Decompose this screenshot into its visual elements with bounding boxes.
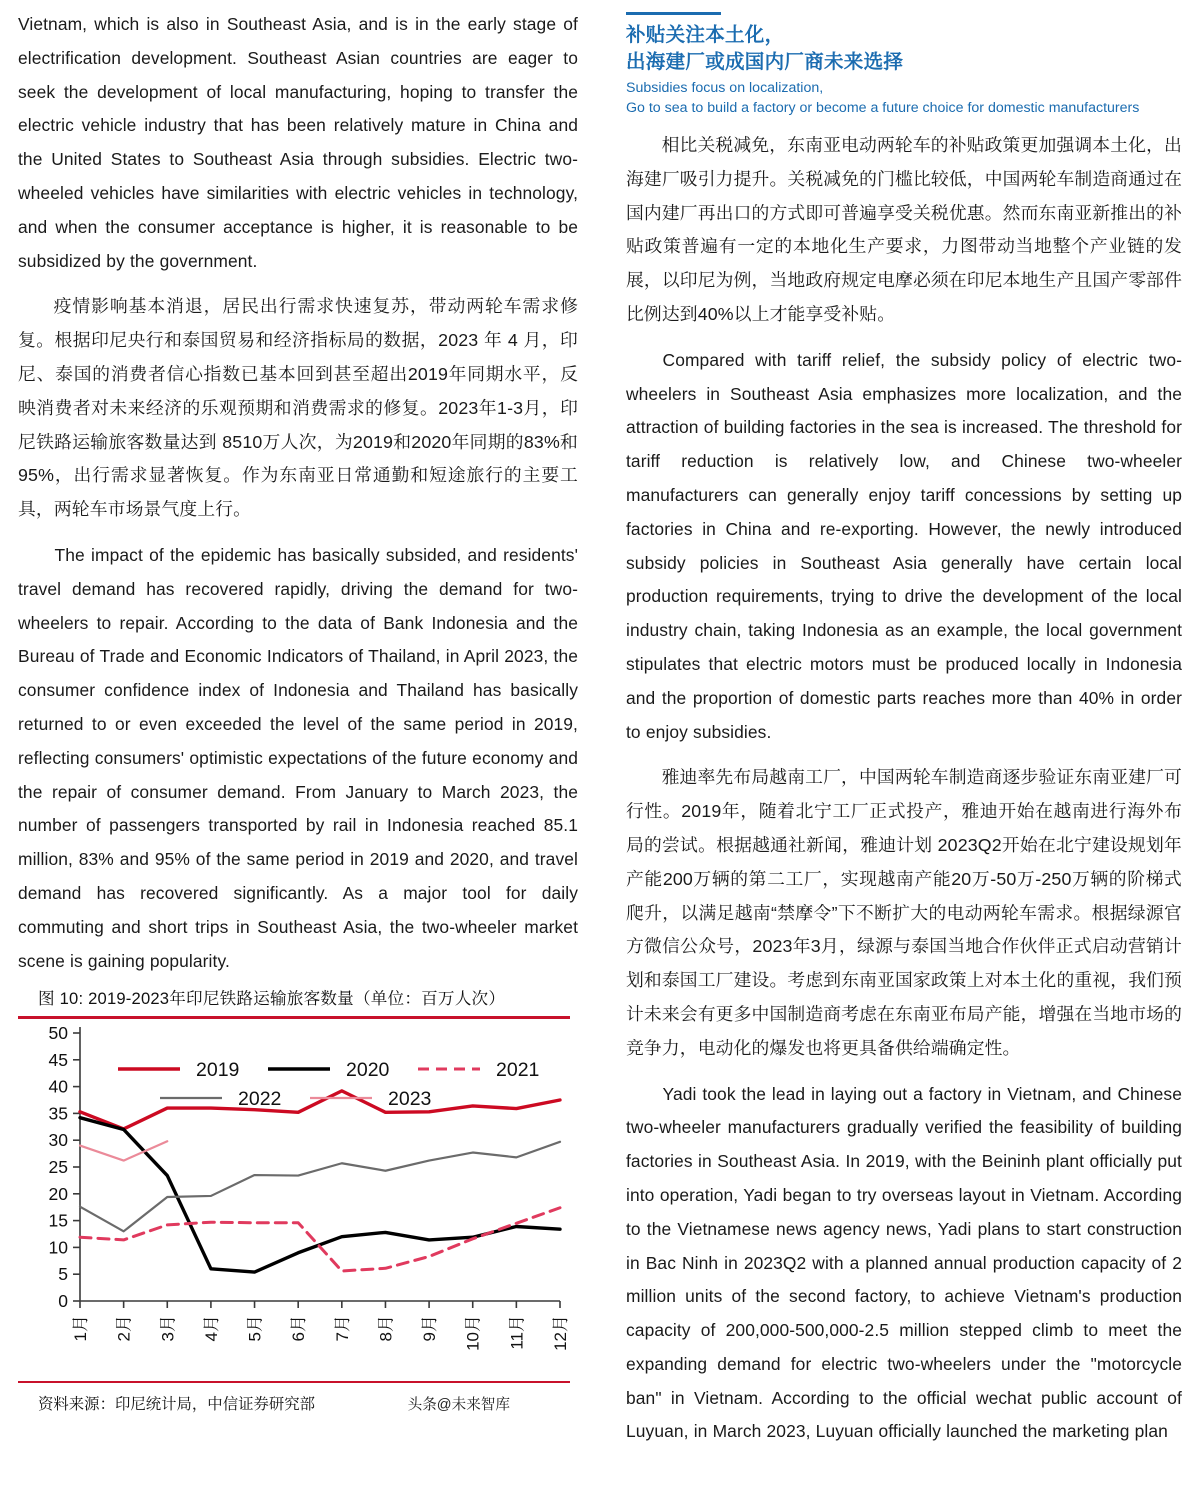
section-title-zh <box>626 22 1182 76</box>
x-axis-tick-label: 9月 <box>420 1314 440 1341</box>
x-axis-tick-label: 6月 <box>289 1314 309 1341</box>
y-axis-tick-label: 40 <box>48 1076 68 1097</box>
legend-label-2022: 2022 <box>238 1087 282 1110</box>
paragraph-en-3: Compared with tariff relief, the subsidy policy of electric two-wheelers in Southeast Asia emphasizes more localization, and the attraction of building factories in the sea is increased. The threshold for tariff reduction is relatively low, and Chinese two-wheeler manufacturers can generally enjoy tariff concessions by setting up factories in China and re-exporting. However, the newly introduced subsidy policies in Southeast Asia generally have certain local production requirements, trying to drive the development of the local industry chain, taking Indonesia as an example, the local government stipulates that electric motors must be produced locally in Indonesia and the proportion of domestic parts reaches more than 40% in order to enjoy subsidies. <box>626 349 1182 742</box>
figure-source: 资料来源：印尼统计局，中信证券研究部 <box>38 1396 316 1413</box>
series-line-2019 <box>80 1087 560 1128</box>
paragraph-en-4: Yadi took the lead in laying out a factory in Vietnam, and Chinese two-wheeler manufacturers gradually verified the feasibility of building factories in Southeast Asia. In 2019, with the Beininh plant officially put into operation, Yadi began to try overseas layout in Vietnam. According to the Vietnamese news agency news, Yadi plans to start construction in Bac Ninh in 2023Q2 with a planned annual production capacity of 2 million units of the second factory, to achieve Vietnam's production capacity of 200,000-500,000-2.5 million stepped climb to meet the expanding demand for electric two-wheelers under the "motorcycle ban" in Vietnam. According to the official wechat public account of Luyuan, in March 2023, Luyuan officially launched the marketing plan <box>626 1083 1182 1442</box>
x-axis-tick-label: 2月 <box>114 1314 134 1341</box>
y-axis-tick-label: 50 <box>48 1022 68 1043</box>
legend-label-2021: 2021 <box>496 1058 540 1081</box>
chart-area <box>18 1019 570 1379</box>
figure-title: 图 10: 2019-2023年印尼铁路运输旅客数量（单位：百万人次） <box>38 989 506 1008</box>
right-column <box>626 0 1182 1449</box>
section-title-en-line1: Subsidies focus on localization, <box>626 80 824 96</box>
y-axis-tick-label: 15 <box>48 1210 68 1231</box>
y-axis-tick-label: 5 <box>58 1263 68 1284</box>
y-axis-tick-label: 0 <box>58 1290 68 1311</box>
x-axis-tick-label: 1月 <box>71 1314 90 1341</box>
series-line-2021 <box>80 1207 560 1270</box>
y-axis-tick-label: 35 <box>48 1102 68 1123</box>
x-axis-tick-label: 11月 <box>507 1314 527 1350</box>
paragraph-zh-1: 疫情影响基本消退，居民出行需求快速复苏，带动两轮车需求修复。根据印尼央行和泰国贸易和经济指标局的数据，2023 年 4 月，印尼、泰国的消费者信心指数已基本回到甚至超出2019年同期水平，反映消费者对未来经济的乐观预期和消费需求的修复。2023年1-3月，印尼铁路运输旅客数量达到 8510万人次，为2019和2020年同期的83%和95%，出行需求显著恢复。作为东南亚日常通勤和短途旅行的主要工具，两轮车市场景气度上行。 <box>18 296 578 520</box>
paragraph-en-1: Vietnam, which is also in Southeast Asia, and is in the early stage of electrification development. Southeast Asian countries are eager to seek the development of local manufacturing, hoping to transfer the electric vehicle industry that has been relatively mature in China and the United States to Southeast Asia through subsidies. Electric two-wheeled vehicles have similarities with electric vehicles in technology, and when the consumer acceptance is higher, it is reasonable to be subsidized by the government. <box>18 14 578 271</box>
figure-footer <box>18 1383 570 1414</box>
y-axis-tick-label: 45 <box>48 1049 68 1070</box>
x-axis-tick-label: 8月 <box>376 1314 396 1341</box>
x-axis-tick-label: 4月 <box>201 1314 221 1341</box>
x-axis-tick-label: 12月 <box>551 1314 570 1351</box>
series-line-2023 <box>80 1141 167 1160</box>
x-axis-tick-label: 5月 <box>245 1314 265 1341</box>
legend-label-2020: 2020 <box>346 1058 390 1081</box>
y-axis-tick-label: 10 <box>48 1236 68 1257</box>
paragraph-zh-3: 雅迪率先布局越南工厂，中国两轮车制造商逐步验证东南亚建厂可行性。2019年，随着北宁工厂正式投产，雅迪开始在越南进行海外布局的尝试。根据越通社新闻，雅迪计划 2023Q2开始在北宁建设规划年产能200万辆的第二工厂，实现越南产能20万-50万-250万辆的阶梯式爬升，以满足越南“禁摩令”下不断扩大的电动两轮车需求。根据绿源官方微信公众号，2023年3月，绿源与泰国当地合作伙伴正式启动营销计划和泰国工厂建设。考虑到东南亚国家政策上对本土化的重视，我们预计未来会有更多中国制造商考虑在东南亚布局产能，增强在当地市场的竞争力，电动化的爆发也将更具备供给端确定性。 <box>626 767 1182 1058</box>
y-axis-tick-label: 25 <box>48 1156 68 1177</box>
x-axis-tick-label: 10月 <box>463 1314 483 1351</box>
section-title-zh-line2: 出海建厂或成国内厂商未来选择 <box>626 51 904 73</box>
y-axis-tick-label: 20 <box>48 1183 68 1204</box>
x-axis-tick-label: 3月 <box>158 1314 178 1341</box>
section-header-rule <box>626 12 721 15</box>
figure-credit: 头条@未来智库 <box>407 1397 510 1413</box>
x-axis-tick-label: 7月 <box>332 1314 352 1341</box>
section-title-en-line2: Go to sea to build a factory or become a future choice for domestic manufacturers <box>626 100 1140 116</box>
y-axis-tick-label: 30 <box>48 1129 68 1150</box>
section-title-zh-line1: 补贴关注本土化， <box>626 24 785 46</box>
figure-10 <box>18 985 570 1414</box>
legend-label-2023: 2023 <box>388 1087 432 1110</box>
series-line-2022 <box>80 1141 560 1231</box>
section-title-en <box>626 78 1182 118</box>
paragraph-en-2: The impact of the epidemic has basically subsided, and residents' travel demand has recovered rapidly, driving the demand for two-wheelers to repair. According to the data of Bank Indonesia and the Bureau of Trade and Economic Indicators of Thailand, in April 2023, the consumer confidence index of Indonesia and Thailand has basically returned to or even exceeded the level of the same period in 2019, reflecting consumers' optimistic expectations of the future economy and the repair of consumer demand. From January to March 2023, the number of passengers transported by rail in Indonesia reached 85.1 million, 83% and 95% of the same period in 2019 and 2020, and travel demand has recovered significantly. As a major tool for daily commuting and short trips in Southeast Asia, the two-wheeler market scene is gaining popularity. <box>18 544 578 971</box>
line-chart <box>18 1019 570 1379</box>
paragraph-zh-2: 相比关税减免，东南亚电动两轮车的补贴政策更加强调本土化，出海建厂吸引力提升。关税减免的门槛比较低，中国两轮车制造商通过在国内建厂再出口的方式即可普遍享受关税优惠。然而东南亚新推出的补贴政策普遍有一定的本地化生产要求，力图带动当地整个产业链的发展，以印尼为例，当地政府规定电摩必须在印尼本地生产且国产零部件比例达到40%以上才能享受补贴。 <box>626 135 1182 324</box>
legend-label-2019: 2019 <box>196 1058 240 1081</box>
left-column <box>18 0 578 978</box>
